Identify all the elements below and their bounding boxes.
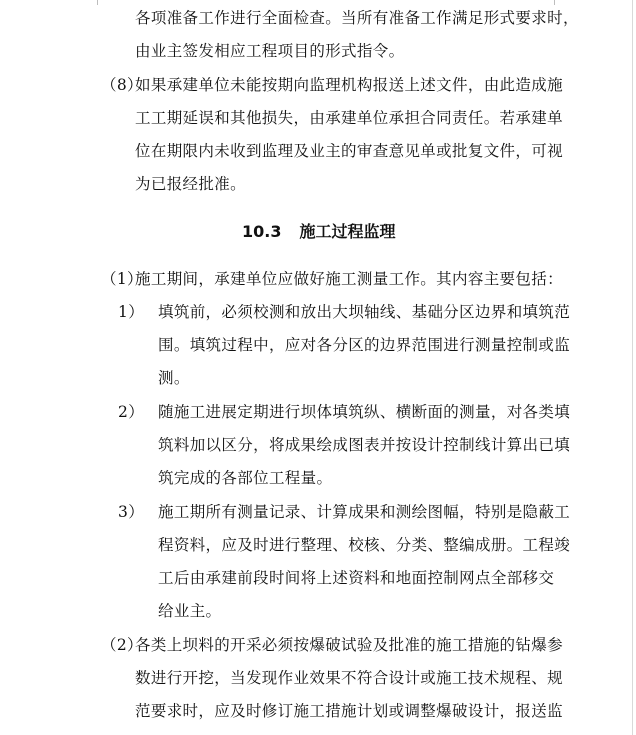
section-number: 10.3 (242, 222, 282, 241)
paragraph-line: 由业主签发相应工程项目的形式指令。 (135, 42, 405, 60)
paragraph-line: 数进行开挖，当发现作业效果不符合设计或施工技术规程、规 (135, 669, 563, 687)
subitem-line: 测。 (158, 369, 190, 387)
subitem-line: 随施工进展定期进行坝体填筑纵、横断面的测量，对各类填 (158, 403, 571, 421)
paragraph-line: 如果承建单位未能按期向监理机构报送上述文件，由此造成施 (135, 76, 563, 94)
subitem-label: 3） (118, 503, 145, 521)
subitem-line: 筑料加以区分，将成果绘成图表并按设计控制线计算出已填 (158, 436, 571, 454)
item-label-8: （8） (101, 76, 143, 94)
item-label-2: （2） (101, 636, 143, 654)
section-title: 施工过程监理 (299, 222, 396, 241)
page-corner-mark-right (554, 0, 555, 5)
subitem-label: 1） (118, 303, 145, 321)
page-edge (632, 0, 633, 735)
subitem-line: 程资料，应及时进行整理、校核、分类、整编成册。工程竣 (158, 536, 571, 554)
section-heading (242, 221, 396, 243)
paragraph-line: 为已报经批准。 (135, 175, 246, 193)
subitem-label: 2） (118, 403, 145, 421)
paragraph-line: 位在期限内未收到监理及业主的审查意见单或批复文件，可视 (135, 142, 563, 160)
paragraph-line: 各类上坝料的开采必须按爆破试验及批准的施工措施的钻爆参 (135, 636, 563, 654)
page-corner-mark-left (97, 0, 98, 5)
subitem-line: 给业主。 (158, 602, 222, 620)
subitem-line: 工后由承建前段时间将上述资料和地面控制网点全部移交 (158, 569, 555, 587)
subitem-line: 填筑前，必须校测和放出大坝轴线、基础分区边界和填筑范 (158, 303, 571, 321)
subitem-line: 筑完成的各部位工程量。 (158, 469, 333, 487)
item-label-1: （1） (101, 270, 143, 288)
subitem-line: 施工期所有测量记录、计算成果和测绘图幅，特别是隐蔽工 (158, 503, 571, 521)
paragraph-line: 工工期延误和其他损失，由承建单位承担合同责任。若承建单 (135, 109, 563, 127)
subitem-line: 围。填筑过程中，应对各分区的边界范围进行测量控制或监 (158, 336, 571, 354)
paragraph-line: 各项准备工作进行全面检查。当所有准备工作满足形式要求时， (135, 9, 579, 27)
paragraph-line: 范要求时，应及时修订施工措施计划或调整爆破设计，报送监 (135, 702, 563, 720)
paragraph-line: 施工期间，承建单位应做好施工测量工作。其内容主要包括： (135, 270, 563, 288)
